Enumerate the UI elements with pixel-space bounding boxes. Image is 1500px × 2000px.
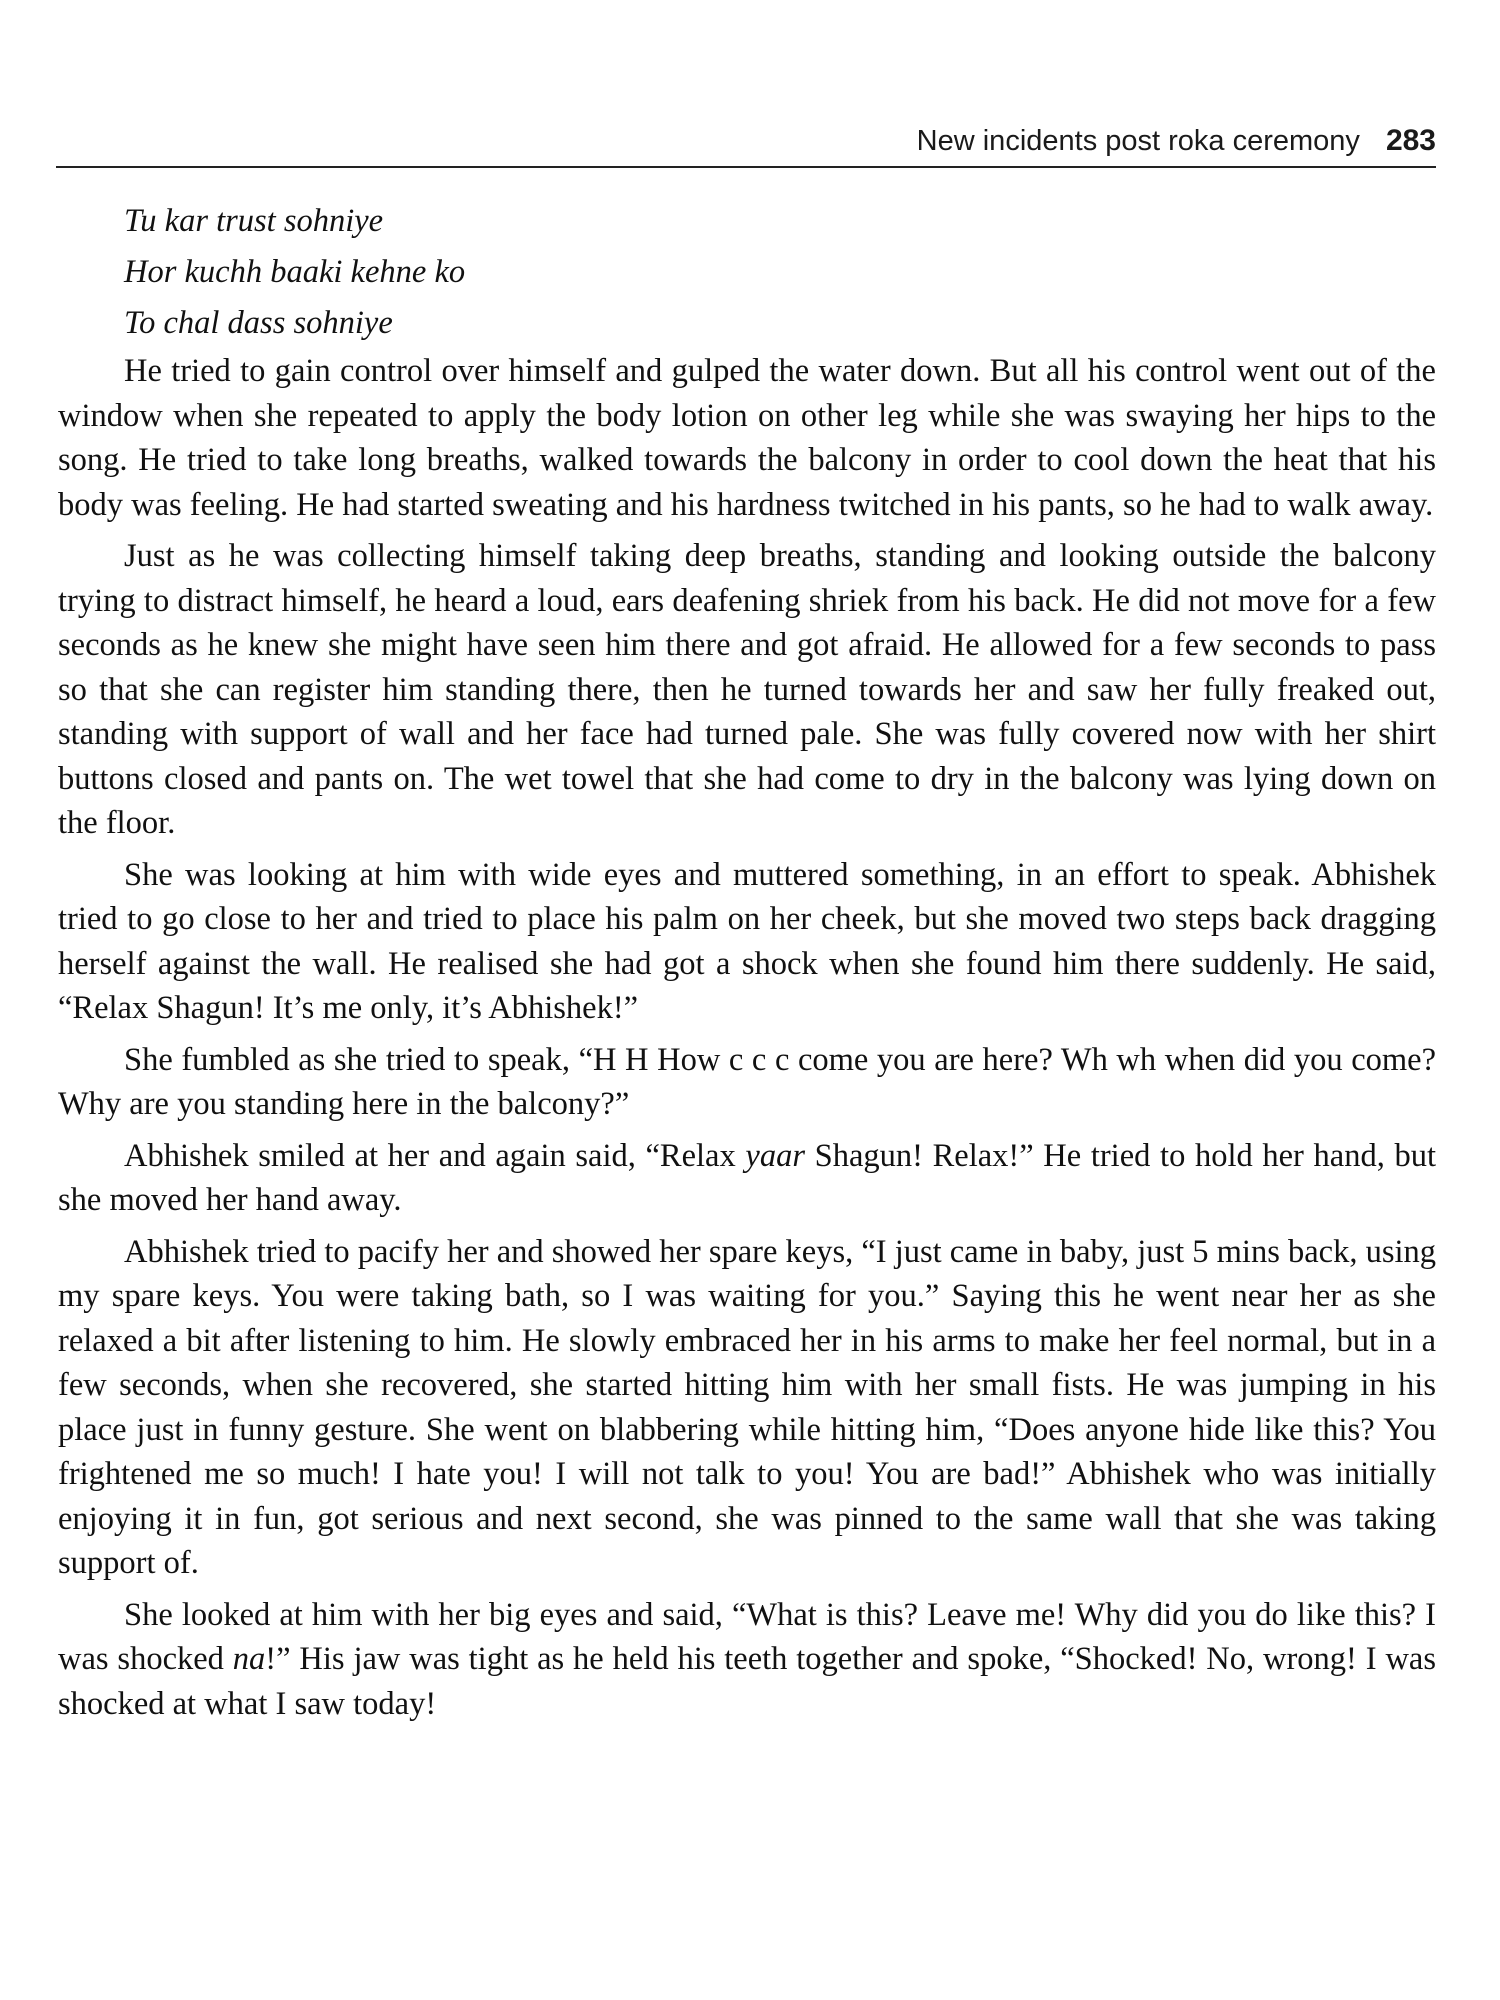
body-text	[58, 196, 1436, 1733]
verse-line: To chal dass sohniye	[124, 305, 393, 341]
running-title: New incidents post roka ceremony	[916, 125, 1360, 157]
verse-line: Tu kar trust sohniye	[124, 203, 384, 239]
paragraph: She fumbled as she tried to speak, “H H How c c c come you are here? Wh wh when did you come? Why are you standing here in the balcony?”	[58, 1041, 1436, 1122]
paragraph: She was looking at him with wide eyes and muttered something, in an effort to speak. Abhishek tried to go close to her and tried to place his palm on her cheek, but she moved two steps back dragging herself against the wall. He realised she had got a shock when she found him there suddenly. He said, “Relax Shagun! It’s me only, it’s Abhishek!”	[58, 856, 1436, 1026]
paragraph	[58, 1134, 1436, 1223]
italic-word: yaar	[745, 1137, 805, 1174]
verse-line: Hor kuchh baaki kehne ko	[124, 254, 466, 290]
running-header	[56, 124, 1436, 160]
paragraph	[58, 1593, 1436, 1727]
paragraph-text: She looked at him with her big eyes and said, “What is this? Leave me! Why did you do like this? I was shocked	[58, 1596, 1436, 1677]
page-number: 283	[1385, 124, 1436, 157]
paragraph-text: Abhishek smiled at her and again said, “Relax	[124, 1137, 746, 1174]
paragraph: He tried to gain control over himself and gulped the water down. But all his control went out of the window when she repeated to apply the body lotion on other leg while she was swaying her hips to the song. He tried to take long breaths, walked towards the balcony in order to cool down the heat that his body was feeling. He had started sweating and his hardness twitched in his pants, so he had to walk away.	[58, 353, 1436, 523]
header-divider	[56, 166, 1436, 168]
paragraph-text: Shagun! Relax!” He tried to hold her hand, but she moved her hand away.	[58, 1137, 1437, 1218]
paragraph: Abhishek tried to pacify her and showed her spare keys, “I just came in baby, just 5 mins back, using my spare keys. You were taking bath, so I was waiting for you.” Saying this he went near her as she relaxed a bit after listening to him. He slowly embraced her in his arms to make her feel normal, but in a few seconds, when she recovered, she started hitting him with her small fists. He was jumping in his place just in funny gesture. She went on blabbering while hitting him, “Does anyone hide like this? You frightened me so much! I hate you! I will not talk to you! You are bad!” Abhishek who was initially enjoying it in fun, got serious and next second, she was pinned to the same wall that she was taking support of.	[58, 1233, 1437, 1581]
italic-word: na	[232, 1641, 266, 1677]
paragraph-text: !” His jaw was tight as he held his teeth together and spoke, “Shocked! No, wrong! I was shocked at what I saw today!	[58, 1641, 1436, 1722]
paragraph: Just as he was collecting himself taking deep breaths, standing and looking outside the balcony trying to distract himself, he heard a loud, ears deafening shriek from his back. He did not move for a few seconds as he knew she might have seen him there and got afraid. He allowed for a few seconds to pass so that she can register him standing there, then he turned towards her and saw her fully freaked out, standing with support of wall and her face had turned pale. She was fully covered now with her shirt buttons closed and pants on. The wet towel that she had come to dry in the balcony was lying down on the floor.	[58, 538, 1436, 841]
